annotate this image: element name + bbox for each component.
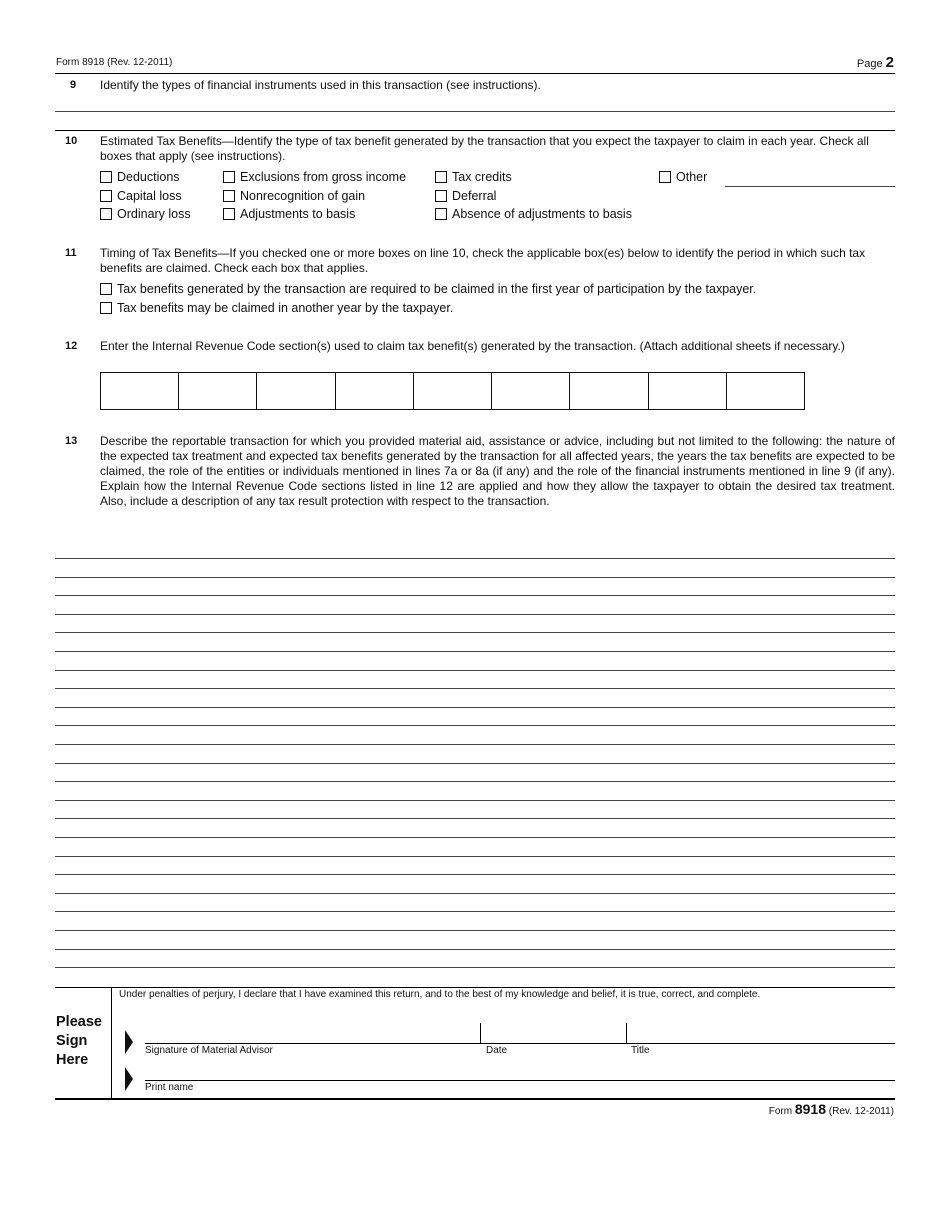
sign-bottom-rule	[55, 1098, 895, 1100]
tax-credits-checkbox[interactable]	[435, 171, 447, 183]
footer-form-word: Form	[768, 1106, 793, 1117]
description-line[interactable]	[55, 874, 895, 875]
code-section-cell[interactable]	[101, 373, 179, 409]
line-12-number: 12	[65, 340, 78, 352]
date-divider	[480, 1023, 481, 1043]
form-revision-header: Form 8918 (Rev. 12-2011)	[56, 57, 173, 68]
description-line[interactable]	[55, 763, 895, 764]
another-year-checkbox[interactable]	[100, 302, 112, 314]
other-entry-field[interactable]	[725, 186, 895, 187]
another-year-label: Tax benefits may be claimed in another year by the taxpayer.	[117, 301, 454, 315]
adjustments-to-basis-label: Adjustments to basis	[240, 207, 356, 221]
arrow-right-icon	[125, 1067, 133, 1091]
print-name-label: Print name	[145, 1082, 194, 1093]
first-year-label: Tax benefits generated by the transaction are required to be claimed in the first year of participation by the taxpayer.	[117, 282, 757, 296]
line-9-entry-field[interactable]	[55, 111, 895, 112]
description-line[interactable]	[55, 930, 895, 931]
nonrecognition-checkbox[interactable]	[223, 190, 235, 202]
line-9-number: 9	[70, 79, 77, 91]
capital-loss-checkbox[interactable]	[100, 190, 112, 202]
deductions-label: Deductions	[117, 170, 180, 184]
line-12-text: Enter the Internal Revenue Code section(s) used to claim tax benefit(s) generated by the transaction. (Attach additional sheets if necessary.)	[100, 339, 845, 353]
page-indicator	[857, 54, 894, 71]
footer-form-number: 8918	[794, 1101, 826, 1117]
title-label: Title	[631, 1045, 650, 1056]
signature-field[interactable]	[145, 1043, 895, 1044]
description-line[interactable]	[55, 949, 895, 950]
tax-credits-label: Tax credits	[452, 170, 512, 184]
exclusions-checkbox[interactable]	[223, 171, 235, 183]
description-line[interactable]	[55, 725, 895, 726]
line-9-text: Identify the types of financial instruments used in this transaction (see instructions).	[100, 78, 541, 92]
print-name-field[interactable]	[145, 1080, 895, 1081]
code-section-cell[interactable]	[727, 373, 804, 409]
description-line[interactable]	[55, 670, 895, 671]
sign-heading-line-1: Please	[56, 1014, 102, 1030]
code-section-cell[interactable]	[414, 373, 492, 409]
code-section-grid	[100, 372, 805, 410]
capital-loss-label: Capital loss	[117, 189, 182, 203]
footer-revision: (Rev. 12-2011)	[828, 1106, 894, 1117]
nonrecognition-label: Nonrecognition of gain	[240, 189, 366, 203]
line-10-number: 10	[65, 135, 78, 147]
description-line[interactable]	[55, 837, 895, 838]
ordinary-loss-checkbox[interactable]	[100, 208, 112, 220]
description-line[interactable]	[55, 911, 895, 912]
adjustments-to-basis-checkbox[interactable]	[223, 208, 235, 220]
deductions-checkbox[interactable]	[100, 171, 112, 183]
description-line[interactable]	[55, 707, 895, 708]
other-checkbox[interactable]	[659, 171, 671, 183]
date-label: Date	[486, 1045, 508, 1056]
perjury-declaration: Under penalties of perjury, I declare that I have examined this return, and to the best of my knowledge and belief, it is true, correct, and complete.	[119, 989, 761, 1000]
description-line[interactable]	[55, 577, 895, 578]
code-section-cell[interactable]	[649, 373, 727, 409]
description-line[interactable]	[55, 632, 895, 633]
description-line[interactable]	[55, 781, 895, 782]
page-number: 2	[885, 54, 894, 71]
description-line[interactable]	[55, 614, 895, 615]
code-section-cell[interactable]	[492, 373, 570, 409]
absence-adjustments-checkbox[interactable]	[435, 208, 447, 220]
ordinary-loss-label: Ordinary loss	[117, 207, 191, 221]
sign-divider	[111, 987, 112, 1099]
exclusions-label: Exclusions from gross income	[240, 170, 407, 184]
description-line[interactable]	[55, 558, 895, 559]
sign-heading-line-2: Sign	[56, 1033, 88, 1049]
line-9-bottom-rule	[55, 130, 895, 131]
header-rule	[55, 73, 895, 74]
code-section-cell[interactable]	[336, 373, 414, 409]
line-11-number: 11	[65, 247, 77, 259]
line-11-text: Timing of Tax Benefits—If you checked one or more boxes on line 10, check the applicable box(es) below to identify the period in which such tax benefits are claimed. Check each box that applies.	[100, 246, 866, 275]
sign-top-rule	[55, 987, 895, 988]
other-label: Other	[676, 170, 708, 184]
description-line[interactable]	[55, 744, 895, 745]
description-line[interactable]	[55, 595, 895, 596]
line-13-number: 13	[65, 435, 78, 447]
arrow-right-icon	[125, 1030, 133, 1054]
sign-heading-line-3: Here	[56, 1052, 89, 1068]
line-10-text: Estimated Tax Benefits—Identify the type of tax benefit generated by the transaction that you expect the taxpayer to claim in each year. Check all boxes that apply (see instructions).	[100, 134, 869, 163]
description-line[interactable]	[55, 967, 895, 968]
description-line[interactable]	[55, 856, 895, 857]
please-sign-here-heading	[56, 1013, 102, 1070]
description-line[interactable]	[55, 651, 895, 652]
code-section-cell[interactable]	[179, 373, 257, 409]
first-year-checkbox[interactable]	[100, 283, 112, 295]
code-section-cell[interactable]	[257, 373, 335, 409]
deferral-label: Deferral	[452, 189, 497, 203]
line-13-text: Describe the reportable transaction for which you provided material aid, assistance or advice, including but not limited to the following: the nature of the expected tax treatment and expected tax benefits generated by the transaction for all affected years, the years the tax benefits are expected to be claimed, the role of the entities or individuals mentioned in lines 7a or 8a (if any) and the role of the financial instruments mentioned in line 9 (if any). Explain how the Internal Revenue Code sections listed in line 12 are applied and how they allow the taxpayer to obtain the desired tax treatment. Also, include a description of any tax result protection with respect to the transaction.	[100, 434, 895, 508]
signature-label: Signature of Material Advisor	[145, 1045, 273, 1056]
description-line[interactable]	[55, 818, 895, 819]
absence-adjustments-label: Absence of adjustments to basis	[452, 207, 632, 221]
deferral-checkbox[interactable]	[435, 190, 447, 202]
page-word: Page	[856, 58, 883, 70]
description-line[interactable]	[55, 688, 895, 689]
form-footer	[769, 1101, 894, 1117]
code-section-cell[interactable]	[570, 373, 648, 409]
description-line[interactable]	[55, 800, 895, 801]
description-line[interactable]	[55, 893, 895, 894]
title-divider	[626, 1023, 627, 1043]
